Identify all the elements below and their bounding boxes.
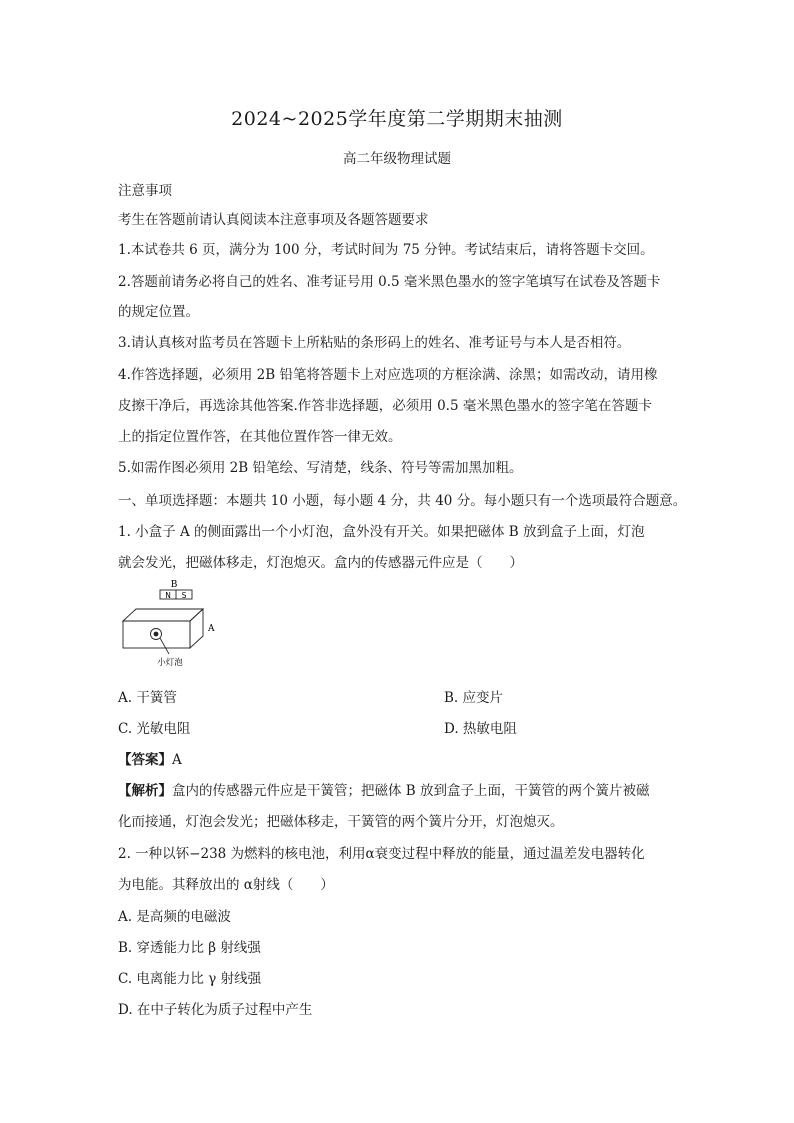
question-1-stem-line-2: 就会发光，把磁体移走，灯泡熄灭。盒内的传感器元件应是（ ） xyxy=(118,555,523,571)
question-1-answer xyxy=(118,748,182,768)
question-2-option-c: C. 电离能力比 γ 射线强 xyxy=(118,971,262,987)
notice-item-4-line-3: 上的指定位置作答，在其他位置作答一律无效。 xyxy=(118,429,402,445)
question-2-option-b: B. 穿透能力比 β 射线强 xyxy=(118,940,261,956)
question-1-stem-line-1: 1. 小盒子 A 的侧面露出一个小灯泡，盒外没有开关。如果把磁体 B 放到盒子上面，灯泡 xyxy=(118,524,645,540)
notice-item-2-line-1: 2.答题前请务必将自己的姓名、准考证号用 0.5 毫米黑色墨水的签字笔填写在试卷及答题卡 xyxy=(118,274,661,290)
question-1-analysis-line-2: 化而接通，灯泡会发光；把磁体移走，干簧管的两个簧片分开，灯泡熄灭。 xyxy=(118,814,564,830)
question-1-option-a: A. 干簧管 xyxy=(118,690,177,706)
notice-item-3: 3.请认真核对监考员在答题卡上所粘贴的条形码上的姓名、准考证号与本人是否相符。 xyxy=(118,335,631,351)
magnet-box-figure xyxy=(118,576,228,668)
magnet-pole-n: N xyxy=(165,591,171,600)
question-2-option-a: A. 是高频的电磁波 xyxy=(118,909,231,925)
question-2-option-d: D. 在中子转化为质子过程中产生 xyxy=(118,1002,313,1018)
notice-item-4-line-1: 4.作答选择题，必须用 2B 铅笔将答题卡上对应选项的方框涂满、涂黑；如需改动，请用橡 xyxy=(118,367,658,383)
magnet-pole-s: S xyxy=(181,591,187,600)
figure-label-a: A xyxy=(208,624,215,634)
section-heading: 一、单项选择题：本题共 10 小题，每小题 4 分，共 40 分。每小题只有一个选项最符合题意。 xyxy=(118,493,687,509)
analysis-text: 盒内的传感器元件应是干簧管；把磁体 B 放到盒子上面，干簧管的两个簧片被磁 xyxy=(172,783,650,799)
question-1-analysis-line-1 xyxy=(118,779,650,799)
question-1-option-c: C. 光敏电阻 xyxy=(118,721,191,737)
answer-value: A xyxy=(172,752,182,768)
notice-intro: 考生在答题前请认真阅读本注意事项及各题答题要求 xyxy=(118,212,429,228)
notice-item-4-line-2: 皮擦干净后，再选涂其他答案.作答非选择题，必须用 0.5 毫米黑色墨水的签字笔在答题卡 xyxy=(118,398,652,414)
question-2-stem-line-1: 2. 一种以钚−238 为燃料的核电池，利用α衰变过程中释放的能量，通过温差发电器转化 xyxy=(118,846,645,862)
exam-subtitle: 高二年级物理试题 xyxy=(343,151,451,167)
exam-title: 2024~2025学年度第二学期期末抽测 xyxy=(231,108,563,130)
question-1-option-b: B. 应变片 xyxy=(444,690,504,706)
question-2-stem-line-2: 为电能。其释放出的 α射线（ ） xyxy=(118,877,334,893)
figure-label-b: B xyxy=(170,580,178,590)
figure-caption: 小灯泡 xyxy=(157,658,183,668)
question-1-option-d: D. 热敏电阻 xyxy=(444,721,517,737)
box-top-face xyxy=(123,609,203,621)
box-side-face xyxy=(190,609,203,648)
analysis-tag: 【解析】 xyxy=(118,783,172,799)
notice-heading: 注意事项 xyxy=(118,183,172,199)
notice-item-5: 5.如需作图必须用 2B 铅笔绘、写清楚，线条、符号等需加黑加粗。 xyxy=(118,460,523,476)
answer-tag: 【答案】 xyxy=(118,752,172,768)
notice-item-2-line-2: 的规定位置。 xyxy=(118,304,199,320)
notice-item-1: 1.本试卷共 6 页，满分为 100 分，考试时间为 75 分钟。考试结束后，请将答题卡交回。 xyxy=(118,242,654,258)
